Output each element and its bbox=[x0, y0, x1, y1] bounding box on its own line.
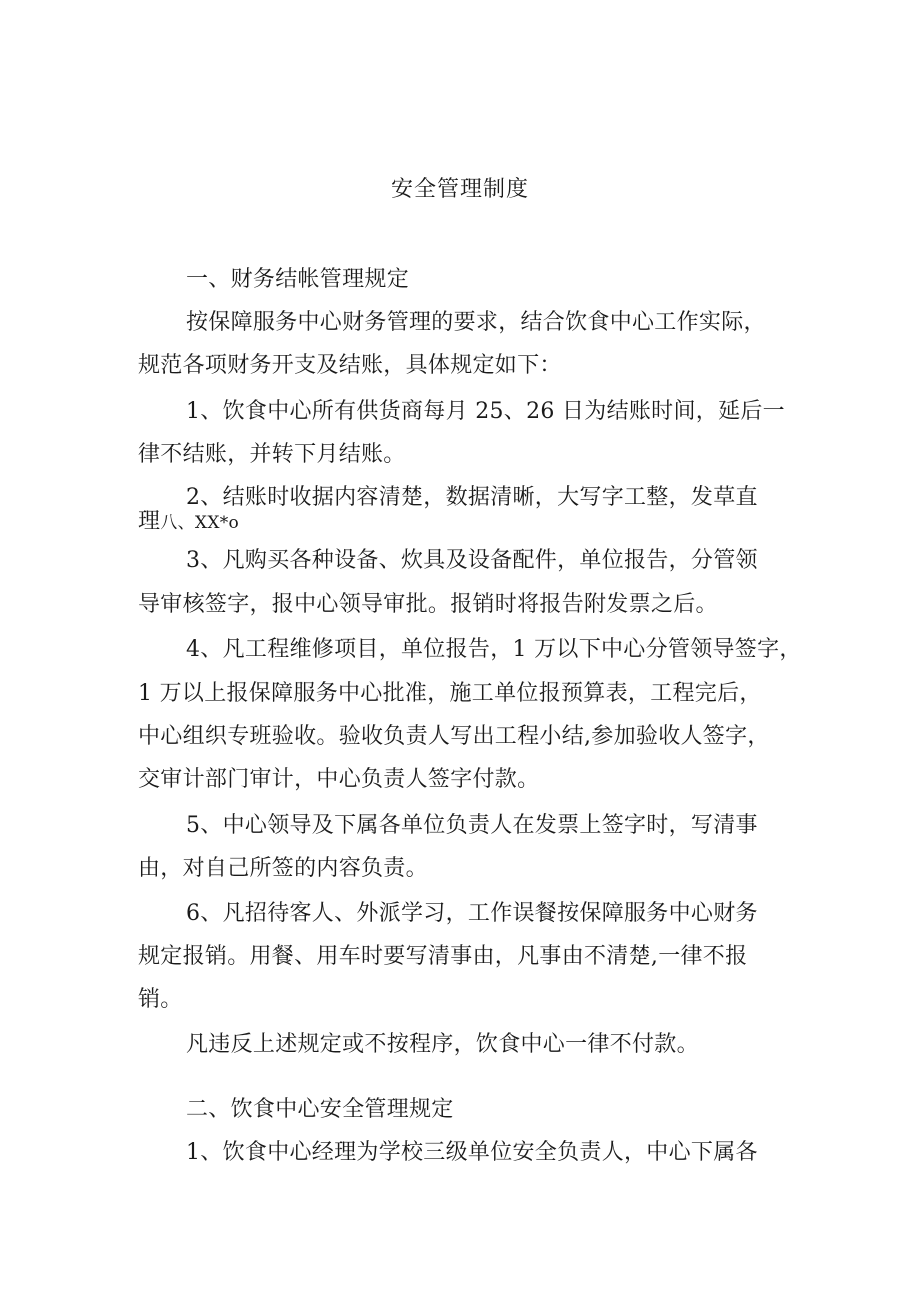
paragraph-line: 规范各项财务开支及结账，具体规定如下： bbox=[138, 353, 562, 378]
paragraph-line: 1、饮食中心经理为学校三级单位安全负责人，中心下属各 bbox=[186, 1140, 758, 1165]
paragraph-line: 导审核签字，报中心领导审批。报销时将报告附发票之后。 bbox=[138, 592, 718, 617]
paragraph-line: 由，对自己所签的内容负责。 bbox=[138, 856, 428, 881]
document-title: 安全管理制度 bbox=[390, 177, 529, 202]
paragraph-line-garbled bbox=[138, 504, 798, 535]
paragraph-line: 2、结账时收据内容清楚，数据清晰，大写字工整，发草直 bbox=[186, 485, 758, 510]
paragraph-line: 凡违反上述规定或不按程序，饮食中心一律不付款。 bbox=[186, 1032, 699, 1057]
paragraph-line: 5、中心领导及下属各单位负责人在发票上签字时，写清事 bbox=[186, 813, 758, 838]
paragraph-line: 1 万以上报保障服务中心批准，施工单位报预算表，工程完后， bbox=[138, 681, 762, 706]
paragraph-line: 销。 bbox=[138, 987, 183, 1012]
paragraph-line: 6、凡招待客人、外派学习，工作误餐按保障服务中心财务 bbox=[186, 901, 758, 926]
section-heading-safety: 二、饮食中心安全管理规定 bbox=[186, 1097, 454, 1122]
garbled-text-head: 理 bbox=[138, 509, 161, 534]
garbled-text-tail: 八、XX*o bbox=[160, 513, 240, 533]
paragraph-line: 1、饮食中心所有供货商每月 25、26 日为结账时间，延后一 bbox=[186, 399, 785, 424]
paragraph-line: 按保障服务中心财务管理的要求，结合饮食中心工作实际， bbox=[186, 310, 766, 335]
paragraph-line: 中心组织专班验收。验收负责人写出工程小结,参加验收人签字， bbox=[138, 724, 770, 749]
paragraph-line: 3、凡购买各种设备、炊具及设备配件，单位报告，分管领 bbox=[186, 548, 758, 573]
paragraph-line: 规定报销。用餐、用车时要写清事由，凡事由不清楚,一律不报 bbox=[138, 944, 748, 969]
section-heading-finance: 一、财务结帐管理规定 bbox=[186, 267, 410, 292]
paragraph-line: 4、凡工程维修项目，单位报告，1 万以下中心分管领导签字， bbox=[186, 637, 802, 662]
paragraph-line: 律不结账，并转下月结账。 bbox=[138, 442, 406, 467]
paragraph-line: 交审计部门审计，中心负责人签字付款。 bbox=[138, 767, 540, 792]
